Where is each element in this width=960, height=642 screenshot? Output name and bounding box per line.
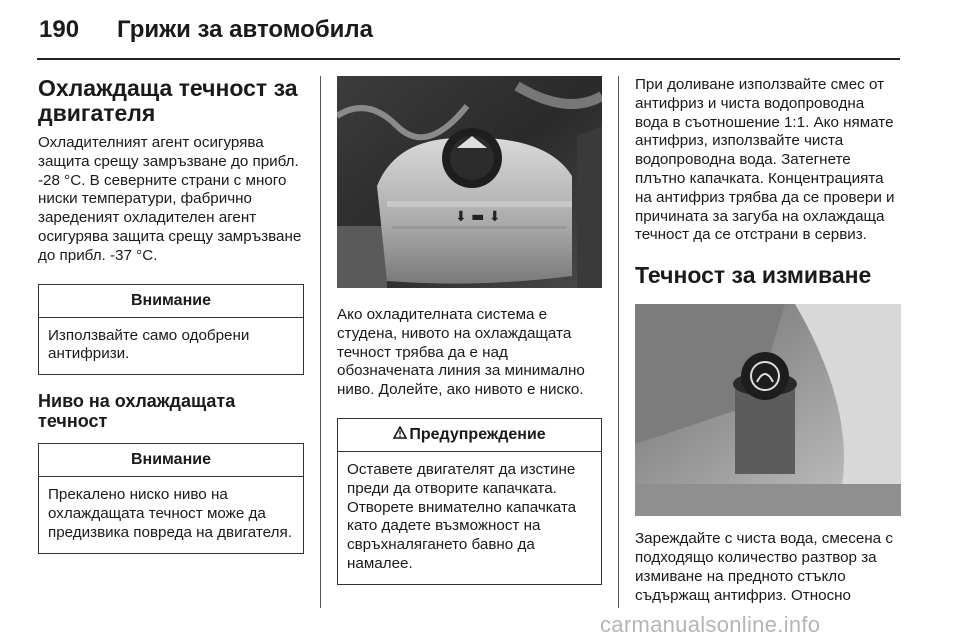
notice-title: Внимание	[39, 285, 303, 318]
section-heading-coolant: Охлаждаща течност за двигателя	[38, 75, 298, 126]
washer-fluid-photo	[635, 304, 901, 516]
coolant-intro-text: Охладителният агент осигурява защита срещу замръзване до прибл. -28 °C. В северните страни с много ниски температури, фабрично зареденият охладителен агент осигурява защита срещу замръзване до прибл. -37 °C.	[38, 134, 302, 264]
page-number: 190	[39, 16, 80, 43]
svg-text:⬇ ▬ ⬇: ⬇ ▬ ⬇	[455, 209, 501, 225]
column-divider-left	[320, 76, 321, 608]
page-title: Грижи за автомобила	[117, 16, 374, 43]
warning-box-hot-engine	[337, 418, 602, 585]
header-rule	[37, 58, 900, 60]
notice-body: Прекалено ниско ниво на охлаждащата течност може да предизвика повреда на двигателя.	[48, 486, 292, 541]
subheading-coolant-level: Ниво на охлаждащата течност	[38, 391, 236, 432]
notice-box-antifreeze	[38, 284, 304, 376]
coolant-level-text: Ако охладителната система е студена, нивото на охлаждащата течност трябва да е над обозначената линия за минимално ниво. Долейте, ако нивото е ниско.	[337, 306, 585, 399]
warning-body: Оставете двигателят да изстине преди да отворите капачката. Отворете внимателно капачката като дадете възможност на свръхналягането бавно да намалее.	[347, 460, 577, 572]
column-middle	[337, 76, 602, 585]
washer-fluid-text: Зареждайте с чиста вода, смесена с подходящо количество разтвор за измиване на предното стъкло съдържащ антифриз. Относно	[635, 530, 893, 604]
coolant-reservoir-photo	[337, 76, 602, 288]
watermark: carmanualsonline.info	[600, 612, 821, 637]
page-header	[37, 16, 900, 64]
column-divider-right	[618, 76, 619, 608]
warning-triangle-icon	[393, 426, 407, 444]
column-left	[38, 76, 304, 554]
warning-title: Предупреждение	[409, 425, 546, 443]
section-heading-washer-fluid: Течност за измиване	[635, 262, 872, 289]
refill-instructions-text: При доливане използвайте смес от антифриз и чиста водопроводна вода в съотношение 1:1. Ако нямате антифриз, използвайте чиста водопроводна вода. Затегнете плътно капачката. Концентрацията на антифриз трябва да се провери и причината за загуба на охлаждаща течност да се отстрани в сервиз.	[635, 76, 895, 244]
column-right	[635, 76, 901, 605]
notice-box-low-level	[38, 443, 304, 553]
notice-title: Внимание	[39, 444, 303, 477]
warning-title-row	[338, 419, 601, 452]
notice-body: Използвайте само одобрени антифризи.	[48, 326, 250, 363]
